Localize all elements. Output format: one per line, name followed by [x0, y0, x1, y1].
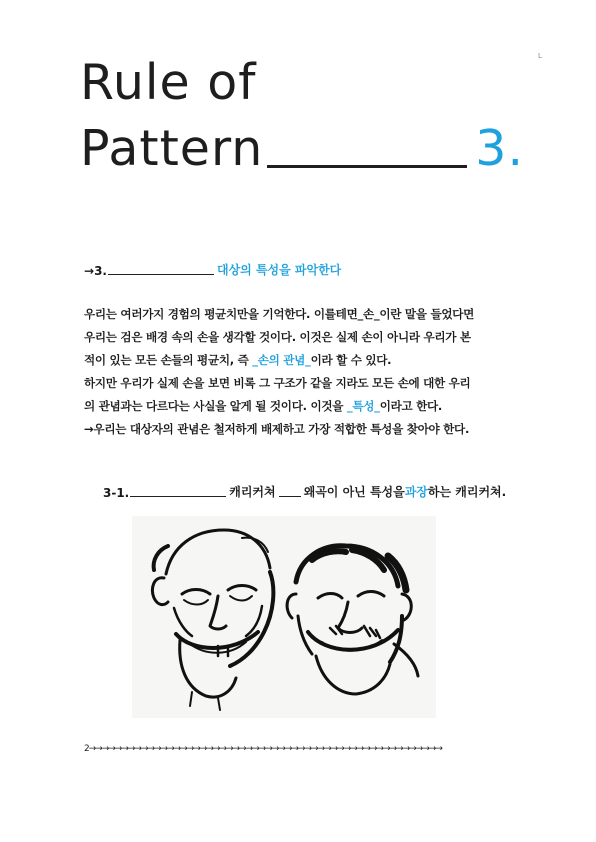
- body-line: [84, 395, 554, 418]
- body-text-span: 우리는 대상자의 관념은 철저하게 배제하고 가장 적합한 특성을 찾아야 한다.: [93, 422, 470, 436]
- title-blank-underline: [267, 156, 467, 168]
- footer-arrow-line: →→→→→→→→→→→→→→→→→→→→→→→→→→→→→→→→→→→→→→→→→→→→→→→→→→→→→→: [88, 744, 442, 754]
- section-heading-text: 대상의 특성을 파악한다: [216, 263, 342, 277]
- body-line: [84, 349, 554, 372]
- page-title: [80, 50, 524, 182]
- page-number: 2: [84, 744, 89, 754]
- caricature-sketch: [132, 516, 436, 718]
- arrow-icon: →: [84, 422, 94, 436]
- arrow-icon: →: [84, 264, 95, 278]
- body-text-span: 적이 있는 모든 손들의 평균치, 즉: [84, 353, 253, 367]
- corner-mark: L: [538, 52, 542, 60]
- page-footer: [84, 744, 442, 754]
- subsection-blank-underline: [130, 496, 226, 497]
- body-text-span: 의 관념과는 다르다는 사실을 알게 될 것이다. 이것을: [84, 399, 347, 413]
- title-line-2: [80, 116, 524, 182]
- subsection-short-underline: [279, 496, 301, 497]
- section-number: 3.: [94, 264, 107, 278]
- body-paragraph: [84, 303, 554, 441]
- section-blank-underline: [108, 274, 214, 275]
- body-line: 우리는 검은 배경 속의 손을 생각할 것이다. 이것은 실제 손이 아니라 우리가 본: [84, 330, 471, 344]
- title-word: Pattern: [80, 120, 264, 177]
- subsection-term: 캐리커쳐: [229, 485, 276, 499]
- section-heading: [84, 261, 341, 278]
- body-text-span: 이라 할 수 있다.: [310, 353, 392, 367]
- subsection-number: 3-1.: [103, 486, 130, 500]
- subsection-text: 왜곡이 아닌 특성을: [303, 485, 405, 499]
- title-number: 3.: [475, 120, 525, 177]
- body-line: 하지만 우리가 실제 손을 보면 비록 그 구조가 같을 지라도 모든 손에 대한 우리: [84, 376, 471, 390]
- highlight-exaggeration: 과장: [404, 485, 428, 499]
- body-text-span: 이라고 한다.: [379, 399, 443, 413]
- highlight-hand-concept: _손의 관념_: [252, 353, 311, 367]
- body-line: 우리는 여러가지 경험의 평균치만을 기억한다. 이를테면_손_이란 말을 들었다면: [84, 307, 475, 321]
- subsection-heading: [103, 483, 506, 500]
- caricature-drawing: [132, 516, 436, 718]
- title-line-1: Rule of: [80, 54, 257, 111]
- highlight-characteristic: _특성_: [346, 399, 380, 413]
- subsection-text-end: 하는 캐리커쳐.: [427, 485, 507, 499]
- body-line: [84, 418, 554, 441]
